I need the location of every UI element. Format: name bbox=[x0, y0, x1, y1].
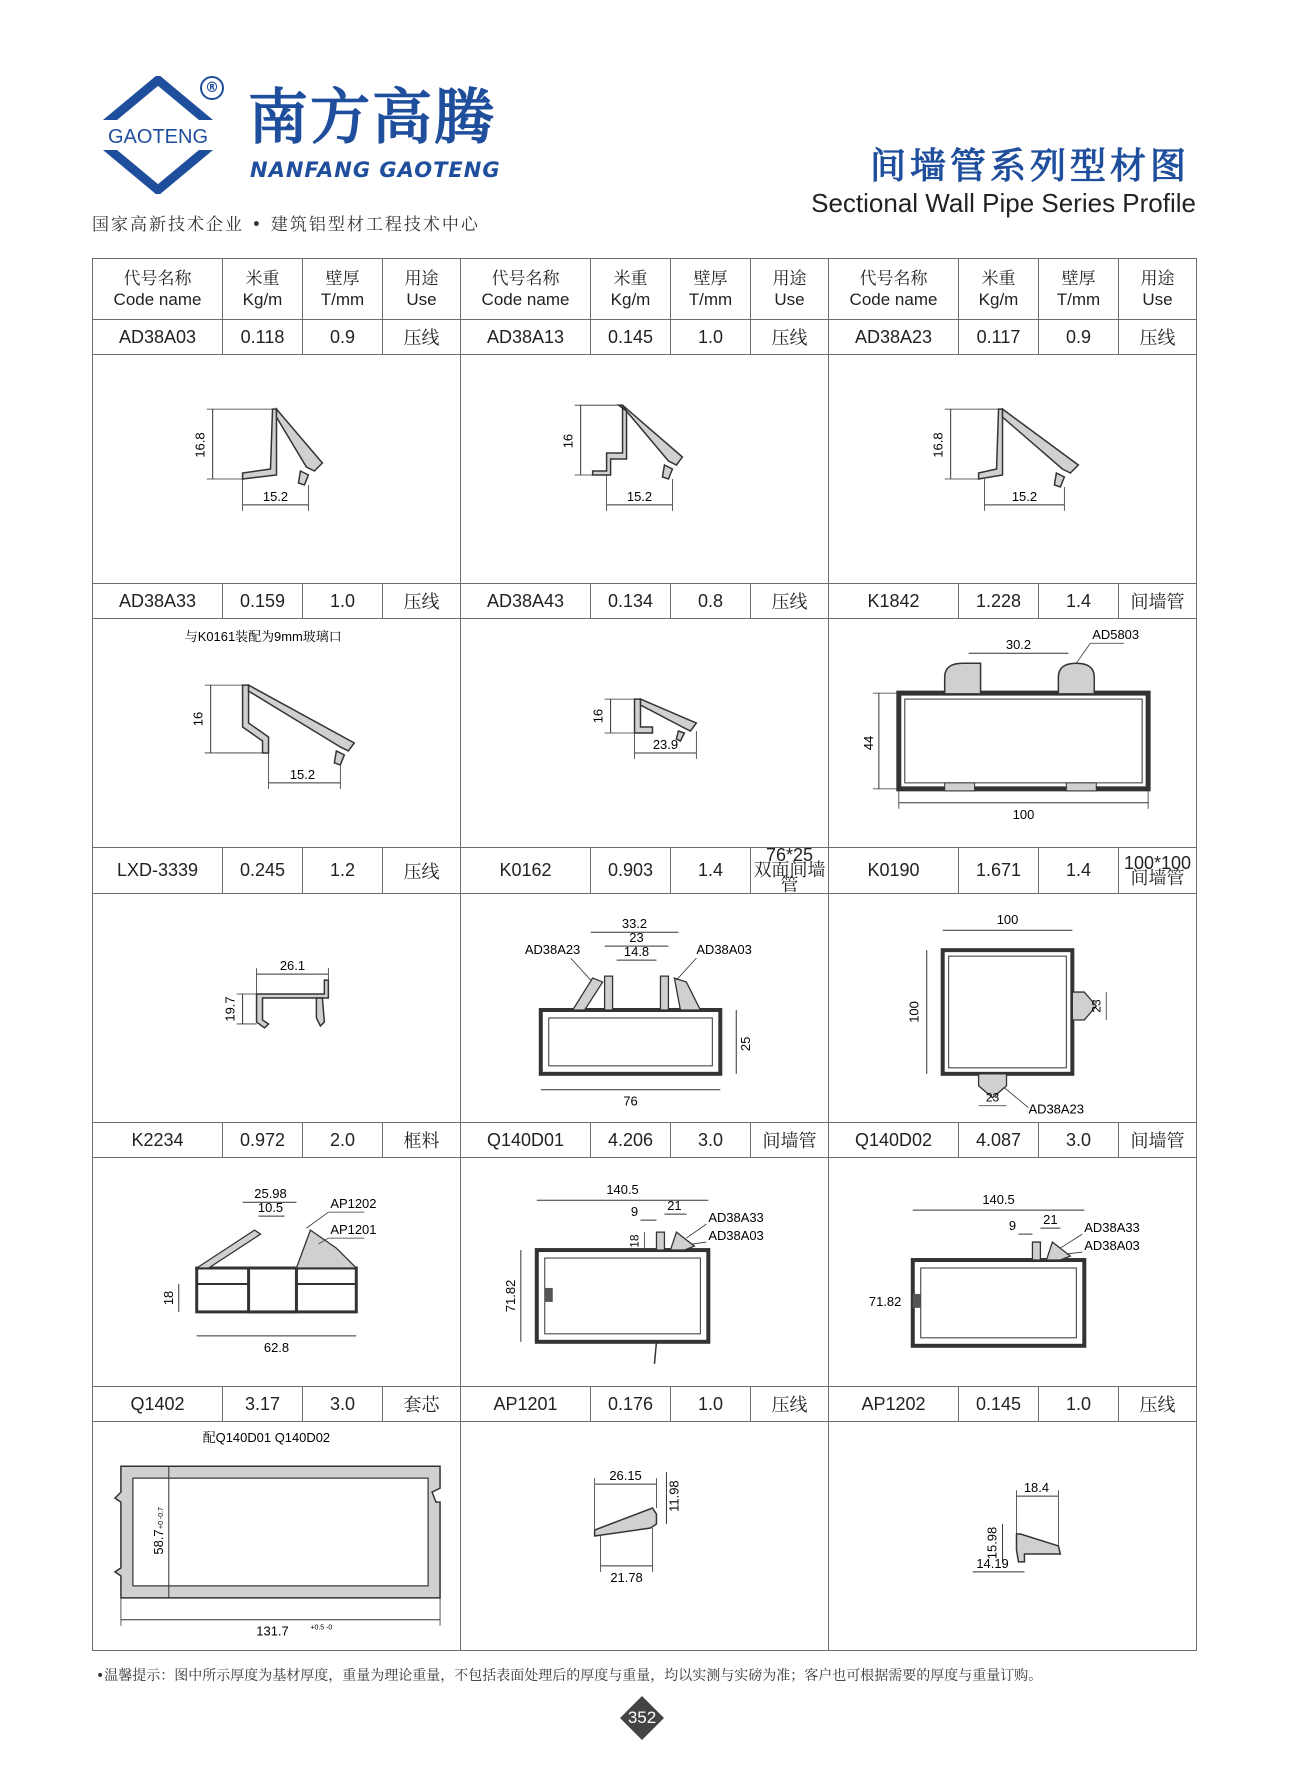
drawing-row bbox=[93, 1158, 1197, 1387]
drawing-cell bbox=[461, 619, 829, 848]
dim-label: AD38A33 bbox=[708, 1210, 764, 1226]
logo-text: GAOTENG bbox=[107, 126, 209, 148]
profile-drawing-ad38a23 bbox=[829, 355, 1196, 583]
use-cell: 压线 bbox=[383, 320, 461, 355]
drawing-cell bbox=[829, 1422, 1197, 1651]
dim-label: 62.8 bbox=[263, 1339, 290, 1355]
weight-cell: 0.972 bbox=[223, 1123, 303, 1158]
table-row bbox=[93, 848, 1197, 894]
dim-label: 15.2 bbox=[626, 488, 653, 504]
brand-name-cn: 南方高腾 bbox=[248, 83, 496, 153]
dim-label: 9 bbox=[1008, 1218, 1017, 1234]
page-title-en: Sectional Wall Pipe Series Profile bbox=[811, 188, 1196, 218]
code-cell: Q140D02 bbox=[829, 1123, 959, 1158]
weight-cell: 0.134 bbox=[591, 584, 671, 619]
code-cell: K0162 bbox=[461, 848, 591, 894]
profile-drawing-q140d02 bbox=[829, 1158, 1196, 1386]
weight-cell: 0.118 bbox=[223, 320, 303, 355]
dim-label: 71.82 bbox=[868, 1293, 902, 1309]
dim-label: 100 bbox=[1012, 806, 1035, 822]
header-code: 代号名称 Code name bbox=[829, 259, 959, 320]
dim-label: 71.82 bbox=[502, 1279, 518, 1313]
thickness-cell: 1.2 bbox=[303, 848, 383, 894]
weight-cell: 0.903 bbox=[591, 848, 671, 894]
dim-label: 18.4 bbox=[1023, 1480, 1050, 1496]
profile-drawing-ap1202 bbox=[829, 1422, 1196, 1650]
thickness-cell: 3.0 bbox=[303, 1387, 383, 1422]
dim-label: 16 bbox=[590, 708, 606, 724]
weight-cell: 0.176 bbox=[591, 1387, 671, 1422]
code-cell: LXD-3339 bbox=[93, 848, 223, 894]
profile-drawing-k0162 bbox=[461, 894, 828, 1122]
profile-drawing-ad38a03 bbox=[93, 355, 460, 583]
header-use: 用途 Use bbox=[751, 259, 829, 320]
use-cell: 压线 bbox=[383, 584, 461, 619]
thickness-cell: 1.0 bbox=[671, 1387, 751, 1422]
header-weight: 米重 Kg/m bbox=[591, 259, 671, 320]
code-cell: AD38A43 bbox=[461, 584, 591, 619]
drawing-cell bbox=[829, 894, 1197, 1123]
dim-label: 23.9 bbox=[652, 736, 679, 752]
dim-label: 26.1 bbox=[279, 958, 306, 974]
code-cell: AD38A13 bbox=[461, 320, 591, 355]
dim-label: 30.2 bbox=[1005, 637, 1032, 653]
thickness-cell: 1.0 bbox=[671, 320, 751, 355]
header-thickness: 壁厚 T/mm bbox=[671, 259, 751, 320]
dim-label: 14.8 bbox=[623, 944, 650, 960]
drawing-cell bbox=[461, 894, 829, 1123]
use-cell: 间墙管 bbox=[1119, 584, 1197, 619]
dim-tolerance: +0.5 -0 bbox=[310, 1624, 333, 1632]
code-cell: AP1201 bbox=[461, 1387, 591, 1422]
dim-label: AP1202 bbox=[330, 1196, 377, 1212]
drawing-cell bbox=[93, 355, 461, 584]
drawing-cell bbox=[461, 1422, 829, 1651]
use-cell: 间墙管 bbox=[1119, 1123, 1197, 1158]
dim-label: AD38A03 bbox=[1084, 1238, 1140, 1254]
dim-label: AD38A23 bbox=[1028, 1101, 1084, 1117]
header-code: 代号名称 Code name bbox=[93, 259, 223, 320]
thickness-cell: 1.4 bbox=[671, 848, 751, 894]
weight-cell: 0.117 bbox=[959, 320, 1039, 355]
weight-cell: 1.671 bbox=[959, 848, 1039, 894]
profile-spec-table bbox=[92, 258, 1197, 1651]
dim-label: 15.2 bbox=[289, 766, 316, 782]
dim-label: AP1201 bbox=[330, 1222, 377, 1238]
weight-cell: 1.228 bbox=[959, 584, 1039, 619]
dim-label: 21.78 bbox=[610, 1569, 643, 1585]
dim-label: 140.5 bbox=[606, 1182, 639, 1198]
code-cell: K1842 bbox=[829, 584, 959, 619]
weight-cell: 4.087 bbox=[959, 1123, 1039, 1158]
table-row bbox=[93, 1123, 1197, 1158]
use-cell: 76*25 双面间墙管 bbox=[751, 848, 829, 894]
dim-label: AD38A03 bbox=[708, 1228, 764, 1244]
dim-label: 23 bbox=[629, 930, 644, 946]
dim-label: 15.2 bbox=[1011, 488, 1038, 504]
code-cell: AD38A33 bbox=[93, 584, 223, 619]
header-thickness: 壁厚 T/mm bbox=[1039, 259, 1119, 320]
weight-cell: 0.145 bbox=[959, 1387, 1039, 1422]
dim-label: 33.2 bbox=[621, 916, 648, 932]
dim-label: AD38A03 bbox=[696, 942, 752, 958]
profile-drawing-q140d01 bbox=[461, 1158, 828, 1386]
profile-drawing-ad38a33 bbox=[93, 619, 460, 847]
header-use: 用途 Use bbox=[1119, 259, 1197, 320]
dim-label: 18 bbox=[627, 1234, 642, 1248]
dim-label: AD38A23 bbox=[524, 942, 581, 958]
drawing-cell bbox=[93, 619, 461, 848]
thickness-cell: 3.0 bbox=[671, 1123, 751, 1158]
dim-label: 26.15 bbox=[609, 1468, 642, 1484]
dim-label: 23 bbox=[985, 1090, 1000, 1105]
dim-label: AD38A33 bbox=[1084, 1220, 1140, 1236]
table-row bbox=[93, 584, 1197, 619]
dim-label: 16 bbox=[190, 711, 206, 727]
drawing-cell bbox=[93, 1422, 461, 1651]
dim-label: 25.98 bbox=[254, 1186, 287, 1202]
thickness-cell: 1.4 bbox=[1039, 584, 1119, 619]
use-cell: 100*100 间墙管 bbox=[1119, 848, 1197, 894]
dim-label: 140.5 bbox=[982, 1192, 1015, 1208]
registered-mark: ® bbox=[200, 76, 224, 100]
dim-tolerance: +0 -0.7 bbox=[157, 1507, 165, 1529]
profile-drawing-lxd-3339 bbox=[93, 894, 460, 1122]
weight-cell: 0.245 bbox=[223, 848, 303, 894]
weight-cell: 0.159 bbox=[223, 584, 303, 619]
dim-label: 18 bbox=[160, 1290, 176, 1306]
drawing-note: 与K0161装配为9mm玻璃口 bbox=[184, 629, 342, 645]
code-cell: Q1402 bbox=[93, 1387, 223, 1422]
header-use: 用途 Use bbox=[383, 259, 461, 320]
code-cell: AP1202 bbox=[829, 1387, 959, 1422]
use-cell: 压线 bbox=[1119, 320, 1197, 355]
dim-label: 19.7 bbox=[222, 996, 238, 1022]
profile-drawing-ad38a43 bbox=[461, 619, 828, 847]
dim-label: 131.7 bbox=[256, 1623, 289, 1639]
thickness-cell: 0.9 bbox=[1039, 320, 1119, 355]
dim-label: 11.98 bbox=[666, 1480, 682, 1512]
page-title-cn: 间墙管系列型材图 bbox=[869, 146, 1190, 187]
profile-drawing-k2234 bbox=[93, 1158, 460, 1386]
dim-label: 44 bbox=[860, 735, 876, 751]
thickness-cell: 3.0 bbox=[1039, 1123, 1119, 1158]
code-cell: AD38A03 bbox=[93, 320, 223, 355]
dim-label: 58.7 bbox=[150, 1529, 166, 1555]
header-code: 代号名称 Code name bbox=[461, 259, 591, 320]
dim-label: 10.5 bbox=[257, 1200, 284, 1216]
dim-label: 76 bbox=[623, 1093, 638, 1109]
dim-label: 100 bbox=[906, 1001, 922, 1023]
footer-note: •温馨提示：图中所示厚度为基材厚度，重量为理论重量，不包括表面处理后的厚度与重量，均以实测与实磅为准；客户也可根据需要的厚度与重量订购。 bbox=[96, 1668, 1043, 1684]
table-header-row bbox=[93, 259, 1197, 320]
drawing-row bbox=[93, 619, 1197, 848]
dim-label: 23 bbox=[1089, 999, 1104, 1013]
drawing-cell bbox=[93, 894, 461, 1123]
drawing-cell bbox=[93, 1158, 461, 1387]
use-cell: 压线 bbox=[751, 320, 829, 355]
profile-drawing-ad38a13 bbox=[461, 355, 828, 583]
profile-drawing-q1402 bbox=[93, 1422, 460, 1650]
dim-label: 100 bbox=[996, 912, 1019, 928]
dim-label: AD5803 bbox=[1092, 627, 1140, 643]
dim-label: 15.98 bbox=[984, 1526, 1000, 1560]
thickness-cell: 1.0 bbox=[303, 584, 383, 619]
dim-label: 21 bbox=[1043, 1212, 1058, 1228]
drawing-cell bbox=[829, 619, 1197, 848]
code-cell: K0190 bbox=[829, 848, 959, 894]
code-cell: AD38A23 bbox=[829, 320, 959, 355]
use-cell: 压线 bbox=[383, 848, 461, 894]
drawing-row bbox=[93, 355, 1197, 584]
dim-label: 16.8 bbox=[930, 432, 946, 458]
brand-name-en: NANFANG GAOTENG bbox=[250, 158, 501, 182]
dim-label: 16.8 bbox=[192, 432, 208, 458]
code-cell: K2234 bbox=[93, 1123, 223, 1158]
thickness-cell: 0.8 bbox=[671, 584, 751, 619]
drawing-cell bbox=[461, 355, 829, 584]
use-cell: 套芯 bbox=[383, 1387, 461, 1422]
thickness-cell: 2.0 bbox=[303, 1123, 383, 1158]
drawing-cell bbox=[829, 355, 1197, 584]
dim-label: 16 bbox=[560, 433, 576, 449]
dim-label: 9 bbox=[630, 1204, 639, 1220]
page-number-badge bbox=[618, 1694, 666, 1742]
table-row bbox=[93, 1387, 1197, 1422]
weight-cell: 4.206 bbox=[591, 1123, 671, 1158]
table-row bbox=[93, 320, 1197, 355]
dim-label: 25 bbox=[738, 1036, 754, 1052]
use-cell: 间墙管 bbox=[751, 1123, 829, 1158]
header-weight: 米重 Kg/m bbox=[959, 259, 1039, 320]
dim-label: 21 bbox=[667, 1198, 682, 1214]
weight-cell: 0.145 bbox=[591, 320, 671, 355]
weight-cell: 3.17 bbox=[223, 1387, 303, 1422]
use-cell: 压线 bbox=[751, 1387, 829, 1422]
header-thickness: 壁厚 T/mm bbox=[303, 259, 383, 320]
code-cell: Q140D01 bbox=[461, 1123, 591, 1158]
page-number: 352 bbox=[627, 1708, 657, 1727]
thickness-cell: 0.9 bbox=[303, 320, 383, 355]
use-cell: 框料 bbox=[383, 1123, 461, 1158]
drawing-row bbox=[93, 1422, 1197, 1651]
dim-label: 15.2 bbox=[262, 488, 289, 504]
use-cell: 压线 bbox=[751, 584, 829, 619]
thickness-cell: 1.0 bbox=[1039, 1387, 1119, 1422]
use-cell: 压线 bbox=[1119, 1387, 1197, 1422]
brand-tagline: 国家高新技术企业 • 建筑铝型材工程技术中心 bbox=[92, 215, 480, 235]
drawing-row bbox=[93, 894, 1197, 1123]
thickness-cell: 1.4 bbox=[1039, 848, 1119, 894]
dim-label: 14.19 bbox=[976, 1555, 1009, 1571]
profile-drawing-k0190 bbox=[829, 894, 1196, 1122]
header-weight: 米重 Kg/m bbox=[223, 259, 303, 320]
drawing-cell bbox=[461, 1158, 829, 1387]
drawing-note: 配Q140D01 Q140D02 bbox=[202, 1430, 331, 1446]
profile-drawing-k1842 bbox=[829, 619, 1196, 847]
drawing-cell bbox=[829, 1158, 1197, 1387]
profile-drawing-ap1201 bbox=[461, 1422, 828, 1650]
